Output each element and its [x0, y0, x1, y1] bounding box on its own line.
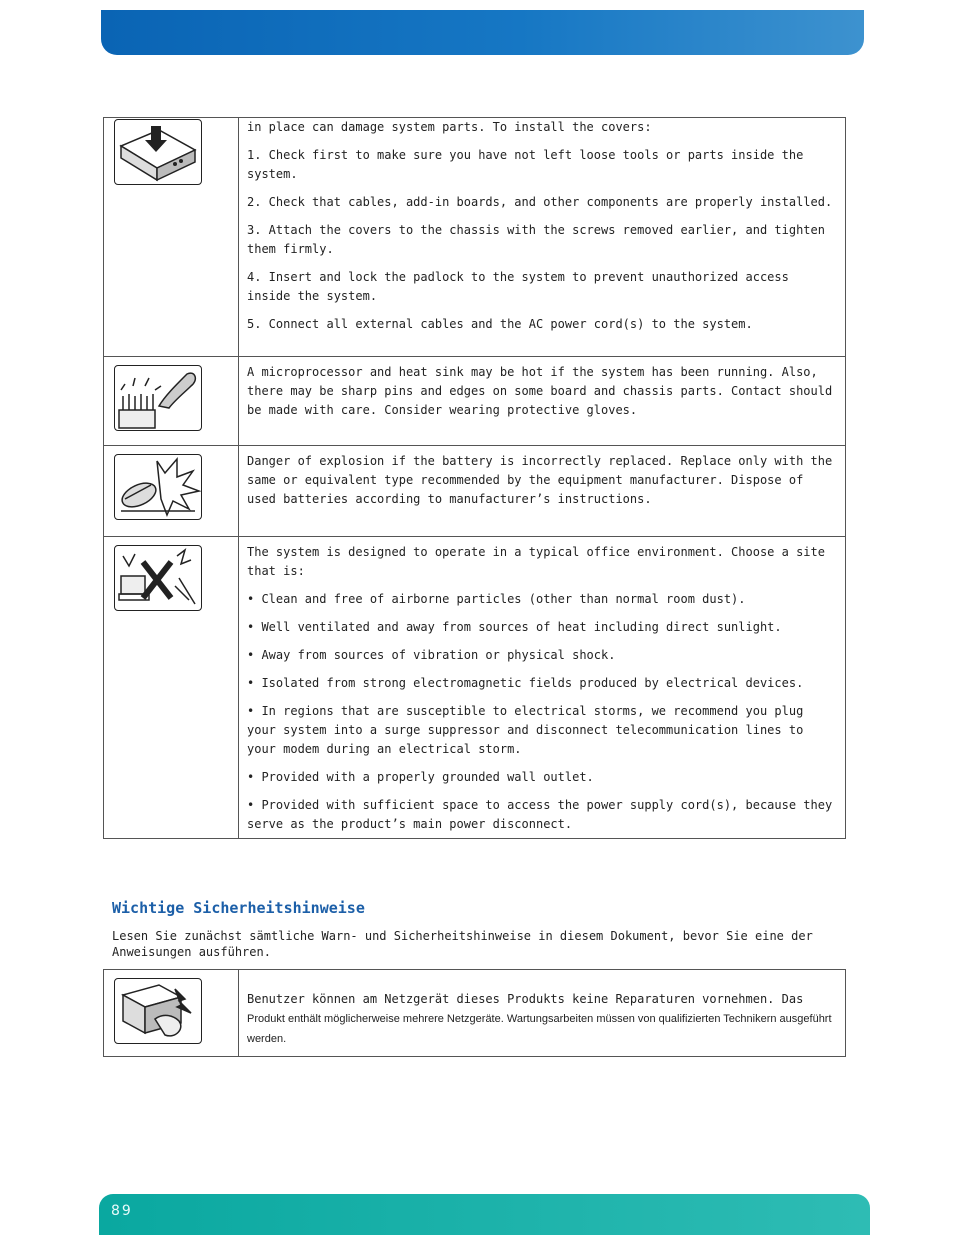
- table-row: [104, 446, 846, 537]
- paragraph: Danger of explosion if the battery is incorrectly replaced. Replace only with the same or equivalent type recommended by the equipment manufacturer. Dispose of used batteries according to manufacturer’s instructions.: [247, 454, 833, 506]
- paragraph: 5. Connect all external cables and the AC power cord(s) to the system.: [247, 317, 753, 331]
- list-item: • Clean and free of airborne particles (other than normal room dust).: [247, 592, 746, 606]
- environment-warning-icon: [114, 545, 202, 611]
- safety-table-de: [103, 969, 846, 1057]
- paragraph: Benutzer können am Netzgerät dieses Produkts keine Reparaturen vornehmen. Das: [247, 992, 804, 1006]
- paragraph: 1. Check first to make sure you have not left loose tools or parts inside the system.: [247, 148, 804, 181]
- table-row: [104, 537, 846, 839]
- table-row: [104, 970, 846, 1057]
- paragraph-continued: Produkt enthält möglicherweise mehrere Netzgeräte. Wartungsarbeiten müssen von qualifizierten Technikern ausgeführt werden.: [247, 1013, 832, 1045]
- table-row: [104, 357, 846, 446]
- section-title: Wichtige Sicherheitshinweise: [112, 899, 365, 917]
- paragraph: 2. Check that cables, add-in boards, and other components are properly installed.: [247, 195, 833, 209]
- paragraph: in place can damage system parts. To install the covers:: [247, 120, 652, 134]
- list-item: • In regions that are susceptible to electrical storms, we recommend you plug your system into a surge suppressor and disconnect telecommunication lines to your modem during an electrical storm.: [247, 704, 804, 756]
- paragraph: 3. Attach the covers to the chassis with the screws removed earlier, and tighten them firmly.: [247, 223, 825, 256]
- server-cover-icon: [114, 119, 202, 185]
- paragraph: 4. Insert and lock the padlock to the system to prevent unauthorized access inside the system.: [247, 270, 789, 303]
- table-row: [104, 118, 846, 357]
- list-item: • Provided with a properly grounded wall outlet.: [247, 770, 594, 784]
- paragraph: A microprocessor and heat sink may be hot if the system has been running. Also, there may be sharp pins and edges on some board and chassis parts. Contact should be made with care. Consider wearing protective gloves.: [247, 365, 833, 417]
- list-item: • Well ventilated and away from sources of heat including direct sunlight.: [247, 620, 782, 634]
- page-number: 89: [111, 1203, 133, 1219]
- list-item: • Away from sources of vibration or physical shock.: [247, 648, 616, 662]
- list-item: • Provided with sufficient space to access the power supply cord(s), because they serve as the product’s main power disconnect.: [247, 798, 833, 831]
- power-supply-shock-icon: [114, 978, 202, 1044]
- safety-table: [103, 117, 846, 839]
- header-bar: [101, 10, 864, 55]
- paragraph: The system is designed to operate in a typical office environment. Choose a site that is:: [247, 545, 825, 578]
- footer-bar: [99, 1194, 870, 1235]
- list-item: • Isolated from strong electromagnetic fields produced by electrical devices.: [247, 676, 804, 690]
- section-intro: Lesen Sie zunächst sämtliche Warn- und Sicherheitshinweise in diesem Dokument, bevor Sie eine der Anweisungen ausführen.: [112, 929, 813, 959]
- hot-heatsink-icon: [114, 365, 202, 431]
- battery-explosion-icon: [114, 454, 202, 520]
